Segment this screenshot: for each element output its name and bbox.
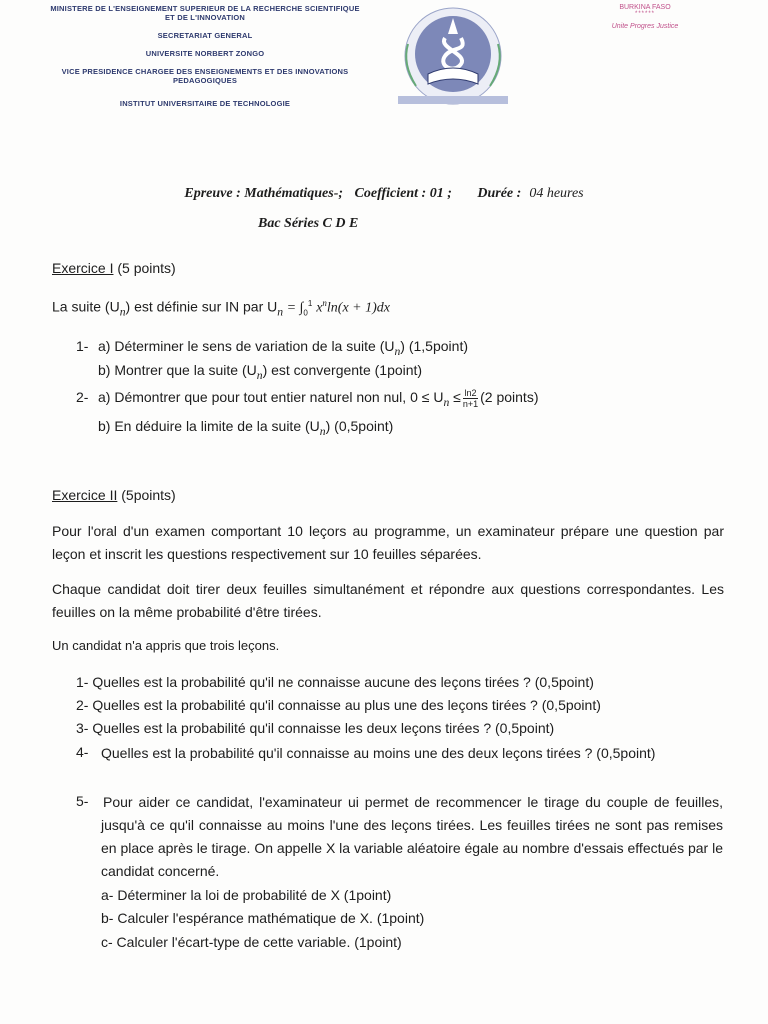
question-number: 1-: [76, 338, 89, 354]
ministry-header: [30, 4, 380, 108]
country-name: BURKINA FASO: [619, 4, 671, 11]
question-text: (2 points): [480, 389, 539, 406]
exercise-2-paragraph-2: Chaque candidat doit tirer deux feuilles simultanément et répondre aux questions correspondantes. Les feuilles on la même probabilité d'être tirées.: [52, 581, 724, 620]
header-line: SECRETARIAT GENERAL: [157, 31, 253, 40]
question-text: a) Démontrer que pour tout entier naturel non nul, 0 ≤ U: [98, 389, 444, 406]
ex2-question-3: 3- Quelles est la probabilité qu'il connaisse les deux leçons tirées ? (0,5point): [76, 720, 555, 736]
ex2-question-4-number: 4-: [76, 744, 89, 760]
intro-text: ) est définie sur IN par U: [125, 298, 278, 315]
question-text: ) est convergente (1point): [262, 362, 423, 378]
math-expression: ln(x + 1)dx: [326, 300, 390, 316]
ex2-question-5-number: 5-: [76, 793, 89, 809]
coefficient-label: Coefficient : 01 ;: [354, 186, 452, 201]
exercise-1-title: Exercice I: [52, 260, 114, 276]
university-logo: [388, 4, 518, 112]
ex2-question-5b: b- Calculer l'espérance mathématique de X. (1point): [101, 910, 425, 926]
fraction: [463, 388, 478, 409]
exercise-2-heading: [52, 487, 176, 503]
ex2-question-5: Pour aider ce candidat, l'examinateur ui permet de recommencer le tirage du couple de feuilles, jusqu'à ce qu'il connaisse au moins l'une des leçons tirées. Les feuilles tirées ne sont pas remises en place après le tirage. On appelle X la variable aléatoire égale au nombre d'essais effectués par le candidat concerné.: [101, 794, 723, 879]
exercise-1-intro: La suite $(U_n)$ est définie sur IN par $U_n = \int_0^1$ $x^n\ln(x + 1)dx$: [52, 298, 390, 319]
header-line: ET DE L'INNOVATION: [164, 13, 246, 22]
question-2b: b) En déduire la limite de la suite $(U_n)$ (0,5point): [98, 418, 394, 438]
intro-text: La suite (U: [52, 298, 120, 315]
question-2a: 2- a) Démontrer que pour tout entier naturel non nul, $0 \le U_n$ ≤ $\frac{\ln 2}{n+1}$ (2 points): [76, 388, 539, 409]
ex2-question-1: 1- Quelles est la probabilité qu'il ne connaisse aucune des leçons tirées ? (0,5point): [76, 674, 594, 690]
question-1b: b) Montrer que la suite $(U_n)$ est convergente (1point): [98, 362, 423, 382]
exercise-1-heading: [52, 260, 176, 276]
epreuve-label: Epreuve : Mathématiques-;: [184, 186, 344, 201]
header-line: PEDAGOGIQUES: [172, 76, 238, 85]
fraction-numerator: ln2: [464, 388, 477, 398]
question-number: 2-: [76, 389, 89, 406]
exam-series: Bac Séries C D E: [258, 216, 359, 231]
header-line: VICE PRESIDENCE CHARGEE DES ENSEIGNEMENTS ET DES INNOVATIONS: [61, 67, 349, 76]
question-1a: 1- a) Déterminer le sens de variation de la suite $(U_n)$ (1,5point): [76, 338, 468, 358]
exercise-2-paragraph-1: Pour l'oral d'un examen comportant 10 leçors au programme, un examinateur prépare une question par leçon et inscrit les questions respectivement sur 10 feuilles séparées.: [52, 523, 724, 562]
exercise-2-points: (5points): [121, 487, 176, 503]
fraction-denominator: n+1: [462, 399, 479, 409]
exercise-2-title: Exercice II: [52, 487, 118, 503]
country-stars: ******: [634, 11, 655, 17]
math-x: x: [316, 300, 323, 316]
ex2-question-2: 2- Quelles est la probabilité qu'il connaisse au plus une des leçons tirées ? (0,5point): [76, 697, 601, 713]
header-line: INSTITUT UNIVERSITAIRE DE TECHNOLOGIE: [119, 99, 291, 108]
duree-value: 04 heures: [529, 186, 584, 201]
header-line: MINISTERE DE L'ENSEIGNEMENT SUPERIEUR DE LA RECHERCHE SCIENTIFIQUE: [50, 4, 360, 13]
ex2-question-4: Quelles est la probabilité qu'il connaisse au moins une des deux leçons tirées ? (0,5point): [101, 745, 656, 761]
country-header: [590, 4, 700, 30]
question-text: ) (0,5point): [325, 418, 394, 434]
ex2-question-5a: a- Déterminer la loi de probabilité de X (1point): [101, 887, 392, 903]
question-text: a) Déterminer le sens de variation de la suite (U: [98, 338, 395, 354]
exam-title-line: [0, 186, 768, 202]
integral-sign: = ∫: [283, 300, 304, 316]
question-text: b) En déduire la limite de la suite (U: [98, 418, 320, 434]
duree-label: Durée :: [477, 186, 522, 201]
exercise-2-paragraph-3: Un candidat n'a appris que trois leçons.: [52, 638, 280, 653]
country-motto: Unite Progres Justice: [611, 23, 679, 30]
header-line: UNIVERSITE NORBERT ZONGO: [145, 49, 265, 58]
question-text: ≤: [449, 389, 461, 406]
question-text: ) (1,5point): [400, 338, 468, 354]
question-text: b) Montrer que la suite (U: [98, 362, 257, 378]
exercise-1-points: (5 points): [117, 260, 176, 276]
ex2-question-5c: c- Calculer l'écart-type de cette variable. (1point): [101, 934, 402, 950]
